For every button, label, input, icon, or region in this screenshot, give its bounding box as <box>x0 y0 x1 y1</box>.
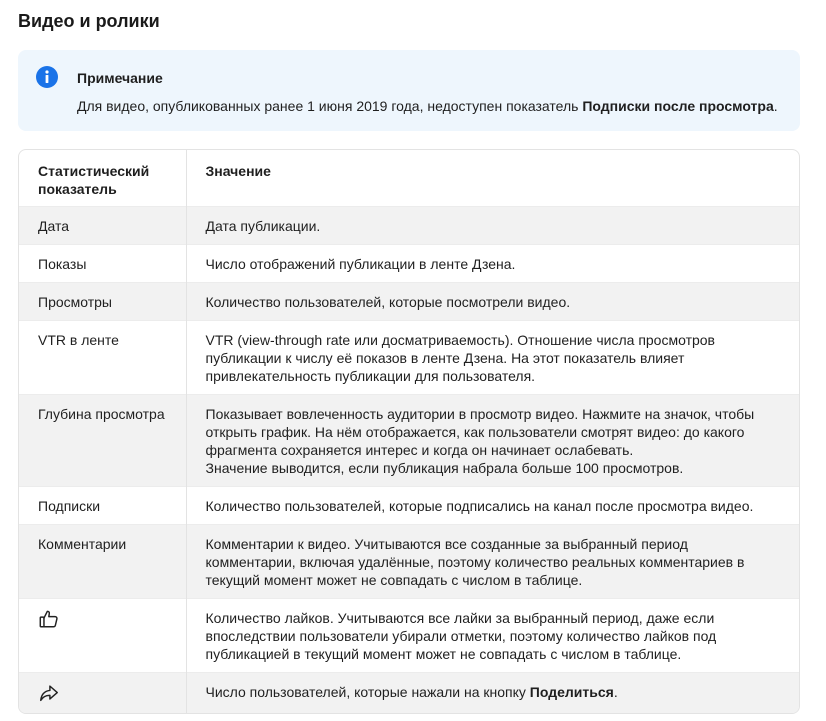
metric-cell <box>19 672 186 713</box>
table-row <box>19 206 799 244</box>
table-body <box>19 206 799 713</box>
value-cell <box>186 524 799 598</box>
page-title: Видео и ролики <box>18 11 160 31</box>
text-fragment: Количество пользователей, которые подписались на канал после просмотра видео. <box>205 497 754 514</box>
metric-label: Подписки <box>38 497 101 514</box>
value-cell <box>186 244 799 282</box>
info-icon <box>36 66 58 88</box>
metric-cell <box>19 244 186 282</box>
table-row <box>19 486 799 524</box>
table-row <box>19 598 799 672</box>
text-fragment: Количество пользователей, которые посмотрели видео. <box>205 293 571 310</box>
table-row <box>19 672 799 713</box>
metric-cell <box>19 598 186 672</box>
value-cell <box>186 672 799 713</box>
text-fragment: Показывает вовлеченность аудитории в просмотр видео. Нажмите на значок, чтобы открыть график. На нём отображается, как пользователи смотрят видео: до какого фрагмента сохраняется интерес и когда он начинает ослабевать. <box>205 405 755 458</box>
note-text <box>77 97 778 115</box>
text-fragment: Комментарии к видео. Учитываются все созданные за выбранный период комментарии, включая удалённые, поэтому количество реальных комментариев в текущий момент может не совпадать с числом в таблице. <box>205 535 745 588</box>
metric-label: Дата <box>38 217 70 234</box>
metric-cell <box>19 486 186 524</box>
value-cell <box>186 486 799 524</box>
text-fragment: Число пользователей, которые нажали на кнопку <box>205 683 530 700</box>
metric-cell <box>19 320 186 394</box>
header-metric: Статистический показатель <box>19 150 186 206</box>
value-cell <box>186 320 799 394</box>
value-cell <box>186 394 799 486</box>
table-row <box>19 320 799 394</box>
value-cell <box>186 598 799 672</box>
text-fragment: Значение выводится, если публикация набрала больше 100 просмотров. <box>205 459 684 476</box>
metric-label: Комментарии <box>38 535 127 552</box>
metric-label: VTR в ленте <box>38 331 119 348</box>
text-fragment: . <box>773 98 778 114</box>
note-title: Примечание <box>77 70 163 86</box>
thumbs-up-icon <box>38 608 60 630</box>
table-row <box>19 244 799 282</box>
table-header-row <box>19 150 799 206</box>
metric-cell <box>19 206 186 244</box>
metric-label: Показы <box>38 255 87 272</box>
table-row <box>19 394 799 486</box>
metrics-table <box>18 149 800 714</box>
text-fragment: Количество лайков. Учитываются все лайки за выбранный период, даже если впоследствии пользователи убирали отметки, поэтому количество лайков под публикацией в текущий момент может не совпадать с числом в таблице. <box>205 609 717 662</box>
text-fragment: Для видео, опубликованных ранее 1 июня 2019 года, недоступен показатель <box>77 98 583 114</box>
share-icon <box>38 682 60 704</box>
text-fragment: . <box>613 683 618 700</box>
table-row <box>19 524 799 598</box>
table-row <box>19 282 799 320</box>
bold-text: Подписки после просмотра <box>582 98 774 114</box>
metric-label: Просмотры <box>38 293 112 310</box>
value-cell <box>186 282 799 320</box>
bold-text: Поделиться <box>529 683 614 700</box>
value-cell <box>186 206 799 244</box>
text-fragment: Число отображений публикации в ленте Дзена. <box>205 255 516 272</box>
text-fragment: Дата публикации. <box>205 217 321 234</box>
header-value: Значение <box>205 163 271 179</box>
text-fragment: VTR (view-through rate или досматриваемость). Отношение числа просмотров публикации к числу её показов в ленте Дзена. На этот показатель влияет привлекательность публикации для пользователя. <box>205 331 715 384</box>
metric-cell <box>19 282 186 320</box>
metric-label: Глубина просмотра <box>38 405 165 422</box>
metric-cell <box>19 524 186 598</box>
metric-cell <box>19 394 186 486</box>
info-note <box>18 50 800 131</box>
